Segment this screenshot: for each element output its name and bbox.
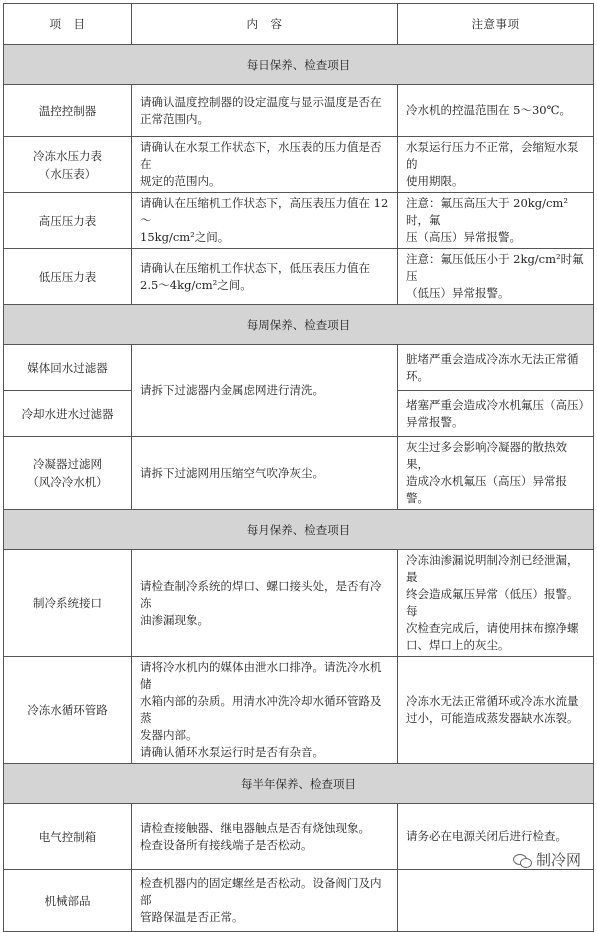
item-refrigeration-joint: 制冷系统接口 — [4, 550, 132, 657]
header-note: 注意事项 — [398, 4, 594, 45]
content-chilled-water-gauge: 请确认在水泵工作状态下，水压表的压力值是否在 规定的范围内。 — [132, 137, 398, 193]
table-row — [4, 657, 594, 764]
maintenance-table — [3, 3, 594, 932]
note-electric-box: 请务必在电源关闭后进行检查。 — [398, 804, 594, 870]
note-condenser-filter: 灰尘过多会影响冷凝器的散热效果， 造成冷水机氟压（高压）异常报警。 — [398, 437, 594, 510]
table-row — [4, 193, 594, 249]
content-low-pressure-gauge: 请确认在压缩机工作状态下，低压表压力值在 2.5～4kg/cm²之间。 — [132, 249, 398, 305]
content-filters: 请拆下过滤器内金属虑网进行清洗。 — [132, 345, 398, 437]
note-high-pressure-gauge: 注意：氟压高压大于 20kg/cm²时，氟 压（高压）异常报警。 — [398, 193, 594, 249]
table-row — [4, 804, 594, 870]
note-mechanical-parts — [398, 870, 594, 932]
item-mechanical-parts: 机械部品 — [4, 870, 132, 932]
header-content: 内 容 — [132, 4, 398, 45]
content-refrigeration-joint: 请检查制冷系统的焊口、螺口接头处，是否有冷冻 油渗漏现象。 — [132, 550, 398, 657]
section-daily: 每日保养、检查项目 — [4, 45, 594, 85]
content-temp-controller: 请确认温度控制器的设定温度与显示温度是否在 正常范围内。 — [132, 85, 398, 137]
content-mechanical-parts: 检查机器内的固定螺丝是否松动。设备阀门及内部 管路保温是否正常。 — [132, 870, 398, 932]
item-medium-return-filter: 媒体回水过滤器 — [4, 345, 132, 391]
note-temp-controller: 冷水机的控温范围在 5～30℃。 — [398, 85, 594, 137]
section-weekly: 每周保养、检查项目 — [4, 305, 594, 345]
table-row — [4, 550, 594, 657]
content-chilled-water-pipe: 请将冷水机内的媒体由泄水口排净。请洗冷水机储 水箱内部的杂质。用清水冲洗冷却水循环管路及蒸 发器内部。 请确认循环水泵运行时是否有杂音。 — [132, 657, 398, 764]
note-low-pressure-gauge: 注意：氟压低压小于 2kg/cm²时氟压 （低压）异常报警。 — [398, 249, 594, 305]
wechat-icon — [513, 853, 531, 867]
header-row — [4, 4, 594, 45]
header-item: 项 目 — [4, 4, 132, 45]
content-high-pressure-gauge: 请确认在压缩机工作状态下，高压表压力值在 12～ 15kg/cm²之间。 — [132, 193, 398, 249]
table-row — [4, 345, 594, 391]
note-refrigeration-joint: 冷冻油渗漏说明制冷剂已经泄漏，最 终会造成氟压异常（低压）报警。每 次检查完成后，请使用抹布擦净螺 口、焊口上的灰尘。 — [398, 550, 594, 657]
item-high-pressure-gauge: 高压压力表 — [4, 193, 132, 249]
item-low-pressure-gauge: 低压压力表 — [4, 249, 132, 305]
note-chilled-water-gauge: 水泵运行压力不正常，会缩短水泵的 使用期限。 — [398, 137, 594, 193]
item-condenser-filter: 冷凝器过滤网 （风冷冷水机） — [4, 437, 132, 510]
note-cooling-inlet-filter: 堵塞严重会造成冷水机氟压（高压） 异常报警。 — [398, 391, 594, 437]
section-half-year: 每半年保养、检查项目 — [4, 764, 594, 804]
table-row — [4, 870, 594, 932]
table-row — [4, 137, 594, 193]
note-chilled-water-pipe: 冷冻水无法正常循环或冷冻水流量 过小，可能造成蒸发器缺水冻裂。 — [398, 657, 594, 764]
table-row — [4, 85, 594, 137]
content-electric-box: 请检查接触器、继电器触点是否有烧蚀现象。 检查设备所有接线端子是否松动。 — [132, 804, 398, 870]
item-chilled-water-pipe: 冷冻水循环管路 — [4, 657, 132, 764]
watermark — [513, 849, 581, 870]
watermark-brand: 制冷网 — [535, 851, 581, 869]
content-condenser-filter: 请拆下过滤网用压缩空气吹净灰尘。 — [132, 437, 398, 510]
table-row — [4, 437, 594, 510]
item-temp-controller: 温控控制器 — [4, 85, 132, 137]
item-cooling-inlet-filter: 冷却水进水过滤器 — [4, 391, 132, 437]
table-row — [4, 249, 594, 305]
note-medium-return-filter: 脏堵严重会造成冷冻水无法正常循 环。 — [398, 345, 594, 391]
section-monthly: 每月保养、检查项目 — [4, 510, 594, 550]
item-electric-box: 电气控制箱 — [4, 804, 132, 870]
item-chilled-water-gauge: 冷冻水压力表 （水压表） — [4, 137, 132, 193]
